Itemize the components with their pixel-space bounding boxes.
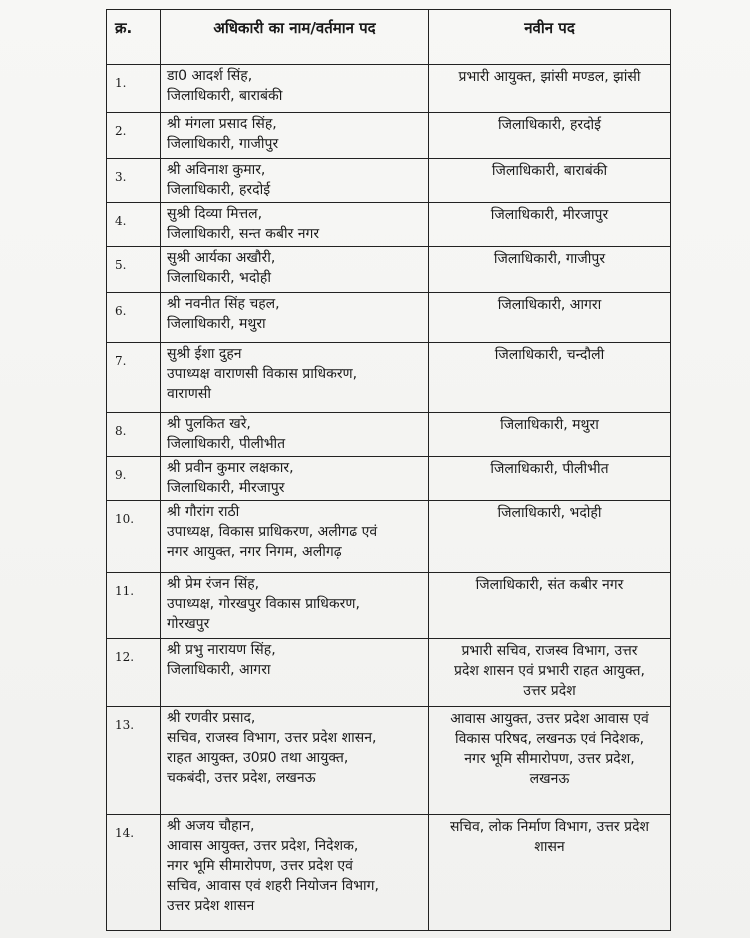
table-row bbox=[107, 203, 671, 247]
new-post-line: जिलाधिकारी, हरदोई bbox=[497, 117, 602, 133]
serial-no-cell: 3. bbox=[107, 159, 161, 203]
officer-name-line: जिलाधिकारी, बाराबंकी bbox=[167, 88, 283, 104]
new-post-line: जिलाधिकारी, भदोही bbox=[497, 505, 602, 521]
officer-name-line: जिलाधिकारी, भदोही bbox=[167, 270, 271, 286]
new-post-line: सचिव, लोक निर्माण विभाग, उत्तर प्रदेश bbox=[449, 819, 650, 835]
table-row bbox=[107, 65, 671, 113]
new-post-cell bbox=[429, 293, 671, 343]
officer-name-cell bbox=[161, 501, 429, 573]
officer-name-line: श्री नवनीत सिंह चहल, bbox=[167, 296, 280, 312]
new-post-line: जिलाधिकारी, चन्दौली bbox=[494, 347, 605, 363]
officer-name-cell bbox=[161, 113, 429, 159]
officer-name-line: उपाध्यक्ष, गोरखपुर विकास प्राधिकरण, bbox=[167, 596, 360, 612]
new-post-line: जिलाधिकारी, मथुरा bbox=[500, 417, 599, 433]
table-row bbox=[107, 343, 671, 413]
officer-name-line: जिलाधिकारी, मथुरा bbox=[167, 316, 266, 332]
new-post-line: लखनऊ bbox=[529, 771, 570, 787]
table-row bbox=[107, 293, 671, 343]
officer-name-cell bbox=[161, 247, 429, 293]
table-row bbox=[107, 247, 671, 293]
table-row bbox=[107, 113, 671, 159]
new-post-line: शासन bbox=[534, 839, 565, 855]
officer-name-line: नगर भूमि सीमारोपण, उत्तर प्रदेश एवं bbox=[167, 858, 353, 874]
new-post-cell bbox=[429, 343, 671, 413]
table-row bbox=[107, 457, 671, 501]
officer-name-cell bbox=[161, 457, 429, 501]
serial-no-cell: 7. bbox=[107, 343, 161, 413]
table-header-row bbox=[107, 10, 671, 65]
table-row bbox=[107, 413, 671, 457]
officer-name-line: गोरखपुर bbox=[167, 616, 210, 632]
officer-name-cell bbox=[161, 707, 429, 815]
officer-name-cell bbox=[161, 413, 429, 457]
officer-name-line: उपाध्यक्ष, विकास प्राधिकरण, अलीगढ एवं bbox=[167, 524, 378, 540]
new-post-line: प्रदेश शासन एवं प्रभारी राहत आयुक्त, bbox=[454, 663, 645, 679]
new-post-cell bbox=[429, 159, 671, 203]
serial-no-cell: 1. bbox=[107, 65, 161, 113]
new-post-line: नगर भूमि सीमारोपण, उत्तर प्रदेश, bbox=[464, 751, 635, 767]
officer-name-line: सुश्री ईशा दुहन bbox=[167, 346, 242, 362]
new-post-line: जिलाधिकारी, आगरा bbox=[497, 297, 602, 313]
new-post-line: जिलाधिकारी, बाराबंकी bbox=[491, 163, 608, 179]
officer-name-line: डा0 आदर्श सिंह, bbox=[167, 68, 253, 84]
new-post-cell bbox=[429, 247, 671, 293]
officer-name-line: श्री प्रवीन कुमार लक्षकार, bbox=[167, 460, 294, 476]
officer-name-line: श्री रणवीर प्रसाद, bbox=[167, 710, 256, 726]
table-row bbox=[107, 639, 671, 707]
table-row bbox=[107, 159, 671, 203]
new-post-cell bbox=[429, 203, 671, 247]
header-officer-name: अधिकारी का नाम/वर्तमान पद bbox=[161, 10, 429, 65]
serial-no-cell: 10. bbox=[107, 501, 161, 573]
officer-name-line: चकबंदी, उत्तर प्रदेश, लखनऊ bbox=[167, 770, 316, 786]
officer-name-cell bbox=[161, 65, 429, 113]
officer-name-line: उपाध्यक्ष वाराणसी विकास प्राधिकरण, bbox=[167, 366, 358, 382]
serial-no-cell: 9. bbox=[107, 457, 161, 501]
new-post-cell bbox=[429, 639, 671, 707]
serial-no-cell: 11. bbox=[107, 573, 161, 639]
transfer-orders-table bbox=[106, 9, 671, 931]
new-post-cell bbox=[429, 707, 671, 815]
officer-name-line: सुश्री दिव्या मित्तल, bbox=[167, 206, 263, 222]
officer-name-line: जिलाधिकारी, सन्त कबीर नगर bbox=[167, 226, 320, 242]
new-post-cell bbox=[429, 413, 671, 457]
serial-no-cell: 6. bbox=[107, 293, 161, 343]
officer-name-line: श्री मंगला प्रसाद सिंह, bbox=[167, 116, 277, 132]
officer-name-line: जिलाधिकारी, आगरा bbox=[167, 662, 271, 678]
serial-no-cell: 5. bbox=[107, 247, 161, 293]
officer-name-cell bbox=[161, 639, 429, 707]
officer-name-line: नगर आयुक्त, नगर निगम, अलीगढ़ bbox=[167, 544, 342, 560]
new-post-cell bbox=[429, 501, 671, 573]
header-serial-no: क्र. bbox=[107, 10, 161, 65]
new-post-line: प्रभारी सचिव, राजस्व विभाग, उत्तर bbox=[461, 643, 638, 659]
officer-name-cell bbox=[161, 343, 429, 413]
new-post-line: उत्तर प्रदेश bbox=[523, 683, 576, 699]
officer-name-line: सुश्री आर्यका अखौरी, bbox=[167, 250, 276, 266]
table-row bbox=[107, 707, 671, 815]
officer-name-line: जिलाधिकारी, गाजीपुर bbox=[167, 136, 279, 152]
officer-name-line: सचिव, आवास एवं शहरी नियोजन विभाग, bbox=[167, 878, 379, 894]
new-post-line: आवास आयुक्त, उत्तर प्रदेश आवास एवं bbox=[450, 711, 649, 727]
officer-name-line: जिलाधिकारी, हरदोई bbox=[167, 182, 271, 198]
officer-name-cell bbox=[161, 293, 429, 343]
officer-name-line: श्री अविनाश कुमार, bbox=[167, 162, 266, 178]
officer-name-line: श्री पुलकित खरे, bbox=[167, 416, 251, 432]
officer-name-line: सचिव, राजस्व विभाग, उत्तर प्रदेश शासन, bbox=[167, 730, 377, 746]
officer-name-cell bbox=[161, 203, 429, 247]
table-body bbox=[107, 65, 671, 931]
header-new-post: नवीन पद bbox=[429, 10, 671, 65]
table-row bbox=[107, 573, 671, 639]
new-post-line: जिलाधिकारी, मीरजापुर bbox=[490, 207, 609, 223]
table-row bbox=[107, 501, 671, 573]
officer-name-cell bbox=[161, 815, 429, 931]
new-post-cell bbox=[429, 65, 671, 113]
new-post-line: जिलाधिकारी, पीलीभीत bbox=[490, 461, 609, 477]
serial-no-cell: 13. bbox=[107, 707, 161, 815]
serial-no-cell: 8. bbox=[107, 413, 161, 457]
officer-name-line: जिलाधिकारी, पीलीभीत bbox=[167, 436, 286, 452]
serial-no-cell: 4. bbox=[107, 203, 161, 247]
new-post-line: विकास परिषद, लखनऊ एवं निदेशक, bbox=[454, 731, 645, 747]
officer-name-cell bbox=[161, 573, 429, 639]
new-post-line: जिलाधिकारी, गाजीपुर bbox=[493, 251, 606, 267]
officer-name-line: श्री गौरांग राठी bbox=[167, 504, 240, 520]
serial-no-cell: 14. bbox=[107, 815, 161, 931]
table-row bbox=[107, 815, 671, 931]
officer-name-cell bbox=[161, 159, 429, 203]
officer-name-line: उत्तर प्रदेश शासन bbox=[167, 898, 255, 914]
officer-name-line: जिलाधिकारी, मीरजापुर bbox=[167, 480, 285, 496]
officer-name-line: श्री प्रेम रंजन सिंह, bbox=[167, 576, 260, 592]
officer-name-line: आवास आयुक्त, उत्तर प्रदेश, निदेशक, bbox=[167, 838, 359, 854]
officer-name-line: श्री अजय चौहान, bbox=[167, 818, 255, 834]
serial-no-cell: 2. bbox=[107, 113, 161, 159]
new-post-cell bbox=[429, 573, 671, 639]
new-post-cell bbox=[429, 457, 671, 501]
new-post-cell bbox=[429, 815, 671, 931]
officer-name-line: श्री प्रभु नारायण सिंह, bbox=[167, 642, 276, 658]
new-post-cell bbox=[429, 113, 671, 159]
new-post-line: प्रभारी आयुक्त, झांसी मण्डल, झांसी bbox=[458, 69, 641, 85]
serial-no-cell: 12. bbox=[107, 639, 161, 707]
officer-name-line: राहत आयुक्त, उ0प्र0 तथा आयुक्त, bbox=[167, 750, 349, 766]
new-post-line: जिलाधिकारी, संत कबीर नगर bbox=[475, 577, 624, 593]
officer-name-line: वाराणसी bbox=[167, 386, 211, 402]
